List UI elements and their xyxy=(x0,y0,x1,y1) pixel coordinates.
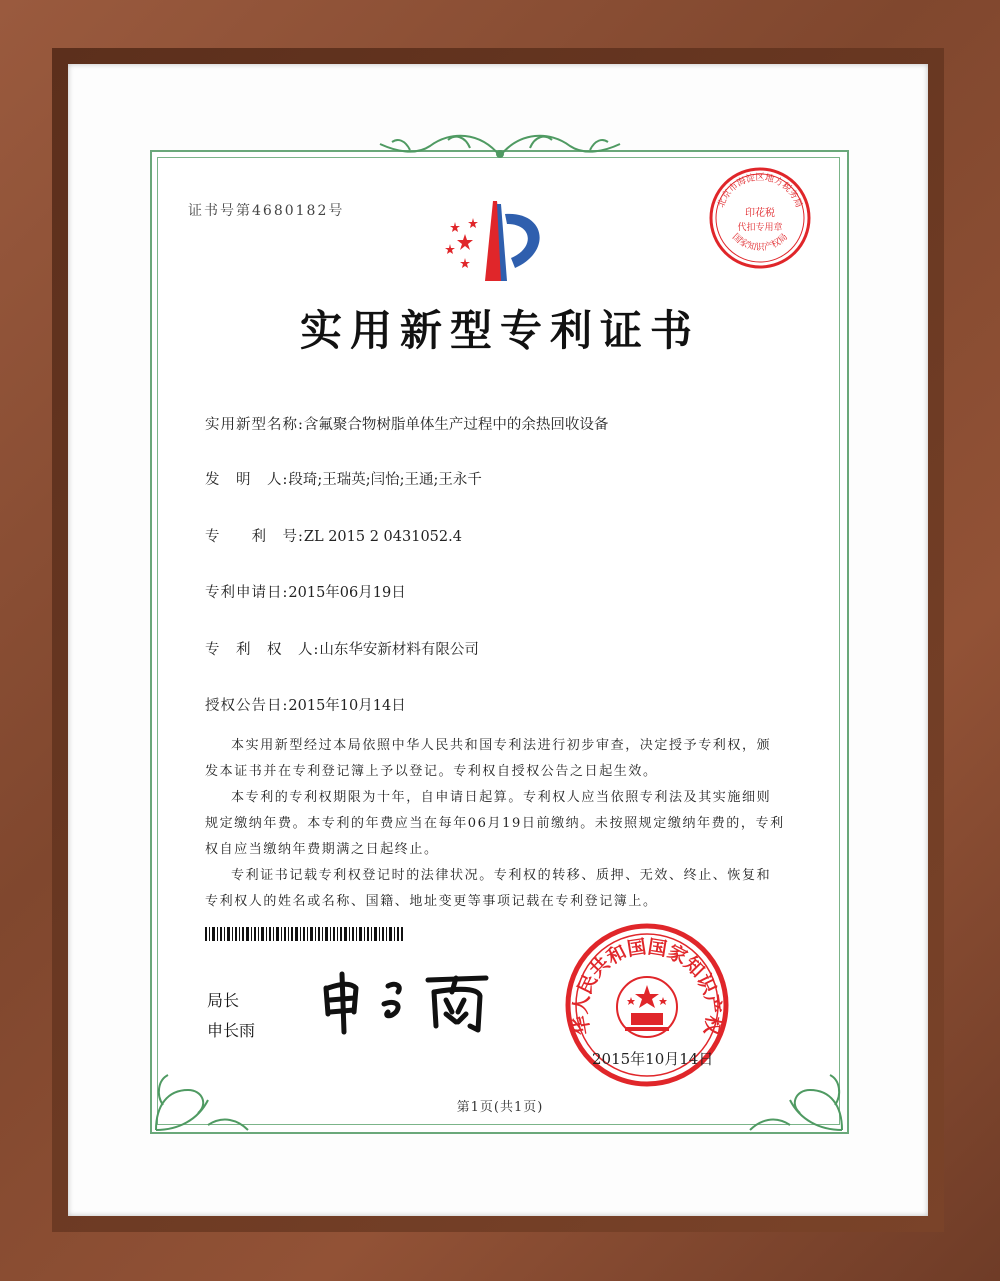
patent-office-logo xyxy=(435,196,555,286)
seal-date: 2015年10月14日 xyxy=(592,1050,714,1068)
field-label: 专 利 权 人: xyxy=(205,642,320,658)
field-utility-name xyxy=(205,413,608,434)
stamp-top-text: 北京市海淀区地方税务局 xyxy=(716,173,804,210)
top-ornament xyxy=(370,126,630,166)
field-label: 发 明 人: xyxy=(205,472,289,488)
field-value: 2015年06月19日 xyxy=(288,585,406,601)
svg-text:国家知识产权局 xyxy=(730,231,790,253)
tax-stamp xyxy=(708,166,812,270)
director-signature xyxy=(318,966,498,1036)
stamp-mid-text: 印花税 xyxy=(745,208,775,219)
page-title: 实用新型专利证书 xyxy=(299,306,700,355)
body-paragraph-2: 本专利的专利权期限为十年，自申请日起算。专利权人应当依照专利法及其实施细则规定缴纳年费。本专利的年费应当在每年06月19日前缴纳。未按照规定缴纳年费的，专利权自应当缴纳年费期满之日起终止。 xyxy=(205,790,785,857)
body-paragraph-3: 专利证书记载专利权登记时的法律状况。专利权的转移、质押、无效、终止、恢复和专利权人的姓名或名称、国籍、地址变更等事项记载在专利登记簿上。 xyxy=(205,868,772,909)
body-paragraph-1: 本实用新型经过本局依照中华人民共和国专利法进行初步审查，决定授予专利权，颁发本证书并在专利登记簿上予以登记。专利权自授权公告之日起生效。 xyxy=(205,738,772,779)
field-application-date xyxy=(205,581,406,602)
field-value: 山东华安新材料有限公司 xyxy=(319,642,479,658)
seal-text: 华人民共和国国家知识产权 xyxy=(569,935,725,1037)
field-value: ZL 2015 2 0431052.4 xyxy=(303,529,462,545)
certificate-number: 证书号第4680182号 xyxy=(188,203,345,219)
barcode xyxy=(205,927,403,941)
field-patent-number xyxy=(205,525,462,546)
bottom-right-ornament xyxy=(740,1035,850,1135)
bottom-left-ornament xyxy=(148,1035,258,1135)
field-value: 2015年10月14日 xyxy=(288,698,406,714)
stamp-mid-text-2: 代扣专用章 xyxy=(737,223,783,233)
field-grant-date xyxy=(205,694,406,715)
svg-text:北京市海淀区地方税务局 xyxy=(715,171,805,209)
field-patentee xyxy=(205,638,479,659)
director-name: 申长雨 xyxy=(207,1021,256,1040)
field-inventors xyxy=(205,468,482,489)
field-label: 专利申请日: xyxy=(205,585,289,601)
page-number: 第1页(共1页) xyxy=(456,1100,544,1115)
field-label: 授权公告日: xyxy=(205,698,289,714)
field-label: 专 利 号: xyxy=(205,529,304,545)
director-title: 局长 xyxy=(207,991,240,1010)
field-value: 含氟聚合物树脂单体生产过程中的余热回收设备 xyxy=(303,417,609,433)
stamp-bottom-text: 国家知识产权局 xyxy=(729,232,791,254)
field-value: 段琦;王瑞英;闫怡;王通;王永千 xyxy=(288,472,482,488)
field-label: 实用新型名称: xyxy=(205,417,304,433)
